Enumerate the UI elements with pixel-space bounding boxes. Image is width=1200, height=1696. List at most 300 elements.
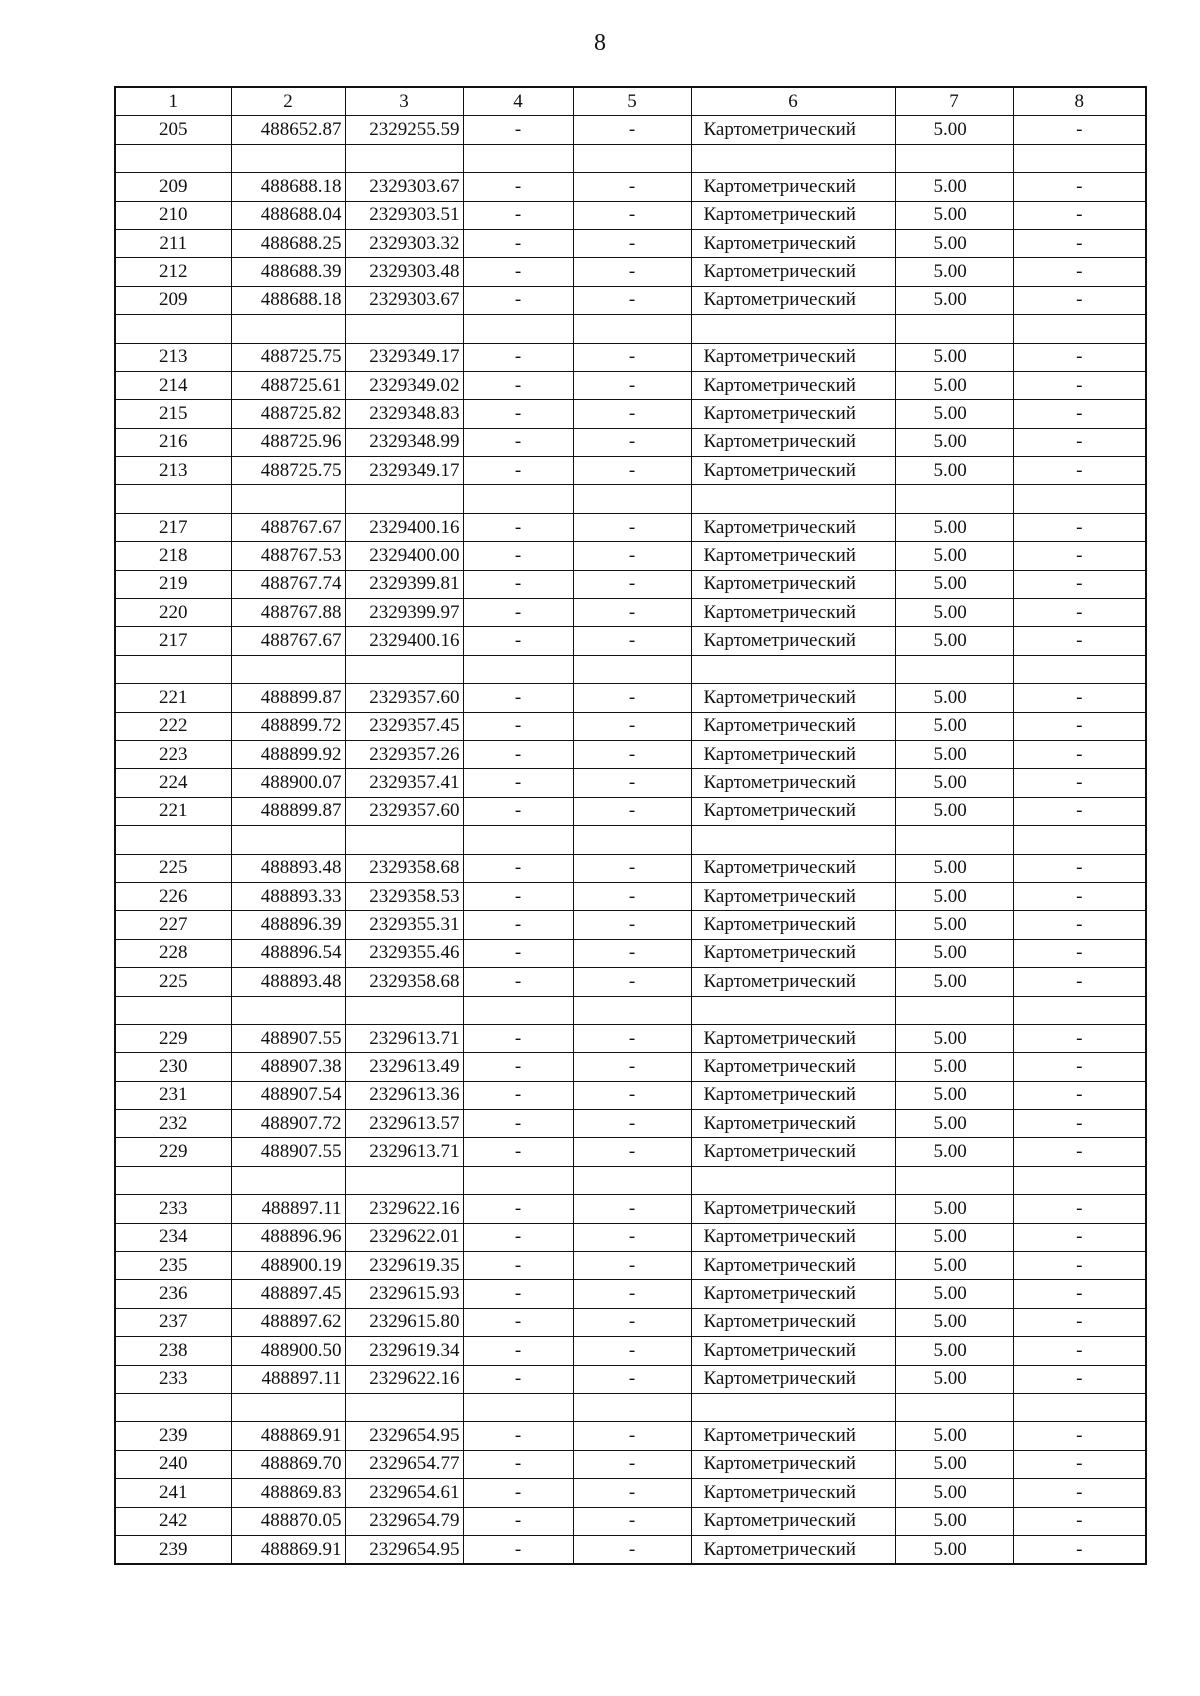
table-row [115,627,1146,655]
separator-row [115,655,1146,683]
column-8-cell: - [1013,1223,1146,1251]
column-8-cell: - [1013,1081,1146,1109]
column-4-cell: - [463,173,573,201]
point-number-cell: 216 [115,428,231,456]
column-5-cell: - [573,1337,691,1365]
table-row [115,1138,1146,1166]
column-8-cell: - [1013,1450,1146,1478]
column-4-cell: - [463,854,573,882]
accuracy-cell: 5.00 [895,1110,1013,1138]
column-5-cell: - [573,769,691,797]
y-coordinate-cell: 2329615.93 [345,1280,463,1308]
point-number-cell: 234 [115,1223,231,1251]
y-coordinate-cell: 2329357.41 [345,769,463,797]
x-coordinate-cell: 488907.55 [231,1024,345,1052]
column-4-cell: - [463,201,573,229]
x-coordinate-cell: 488900.07 [231,769,345,797]
accuracy-cell: 5.00 [895,939,1013,967]
x-coordinate-cell: 488767.53 [231,542,345,570]
y-coordinate-cell: 2329613.36 [345,1081,463,1109]
y-coordinate-cell [345,1166,463,1194]
y-coordinate-cell: 2329613.71 [345,1024,463,1052]
column-8-cell: - [1013,911,1146,939]
column-8-cell: - [1013,1365,1146,1393]
table-row [115,1081,1146,1109]
table-row [115,542,1146,570]
column-5-cell [573,144,691,172]
x-coordinate-cell: 488907.55 [231,1138,345,1166]
point-number-cell: 233 [115,1365,231,1393]
table-row [115,1507,1146,1535]
accuracy-cell: 5.00 [895,542,1013,570]
table-row [115,939,1146,967]
point-number-cell [115,485,231,513]
table-row [115,428,1146,456]
x-coordinate-cell: 488688.25 [231,229,345,257]
method-cell: Картометрический [691,939,895,967]
table-row [115,769,1146,797]
column-4-cell: - [463,1507,573,1535]
column-8-cell: - [1013,1053,1146,1081]
table-row [115,343,1146,371]
point-number-cell: 220 [115,599,231,627]
column-header: 6 [691,87,895,116]
column-8-cell: - [1013,939,1146,967]
point-number-cell [115,655,231,683]
x-coordinate-cell: 488688.18 [231,173,345,201]
y-coordinate-cell: 2329357.60 [345,684,463,712]
x-coordinate-cell: 488896.39 [231,911,345,939]
column-header: 4 [463,87,573,116]
y-coordinate-cell [345,315,463,343]
method-cell: Картометрический [691,968,895,996]
method-cell: Картометрический [691,428,895,456]
column-5-cell: - [573,797,691,825]
column-5-cell: - [573,513,691,541]
column-4-cell: - [463,1110,573,1138]
table-header-row [115,87,1146,116]
table-row [115,1195,1146,1223]
x-coordinate-cell: 488767.88 [231,599,345,627]
column-8-cell: - [1013,1280,1146,1308]
accuracy-cell: 5.00 [895,882,1013,910]
x-coordinate-cell [231,655,345,683]
method-cell: Картометрический [691,513,895,541]
table-row [115,1024,1146,1052]
table-row [115,1535,1146,1564]
accuracy-cell: 5.00 [895,428,1013,456]
x-coordinate-cell: 488725.96 [231,428,345,456]
x-coordinate-cell: 488869.70 [231,1450,345,1478]
table-row [115,1223,1146,1251]
table-row [115,1110,1146,1138]
x-coordinate-cell: 488896.54 [231,939,345,967]
column-8-cell: - [1013,1535,1146,1564]
accuracy-cell [895,996,1013,1024]
point-number-cell: 227 [115,911,231,939]
point-number-cell: 235 [115,1252,231,1280]
x-coordinate-cell: 488907.54 [231,1081,345,1109]
x-coordinate-cell: 488897.11 [231,1365,345,1393]
column-4-cell [463,1166,573,1194]
separator-row [115,485,1146,513]
column-4-cell: - [463,428,573,456]
column-8-cell: - [1013,854,1146,882]
column-8-cell: - [1013,400,1146,428]
y-coordinate-cell: 2329358.68 [345,854,463,882]
column-5-cell: - [573,882,691,910]
accuracy-cell: 5.00 [895,371,1013,399]
column-5-cell: - [573,371,691,399]
method-cell: Картометрический [691,1223,895,1251]
point-number-cell: 219 [115,570,231,598]
point-number-cell: 239 [115,1535,231,1564]
point-number-cell [115,315,231,343]
point-number-cell: 218 [115,542,231,570]
table-row [115,1450,1146,1478]
column-4-cell: - [463,627,573,655]
y-coordinate-cell: 2329357.26 [345,740,463,768]
method-cell [691,1393,895,1421]
column-5-cell: - [573,939,691,967]
column-8-cell: - [1013,740,1146,768]
column-header: 1 [115,87,231,116]
accuracy-cell [895,826,1013,854]
method-cell: Картометрический [691,1422,895,1450]
table-row [115,570,1146,598]
point-number-cell: 229 [115,1024,231,1052]
column-4-cell: - [463,1138,573,1166]
method-cell: Картометрический [691,286,895,314]
column-5-cell: - [573,258,691,286]
column-8-cell: - [1013,684,1146,712]
method-cell: Картометрический [691,684,895,712]
column-8-cell: - [1013,1024,1146,1052]
column-4-cell: - [463,740,573,768]
accuracy-cell: 5.00 [895,1450,1013,1478]
x-coordinate-cell: 488869.83 [231,1479,345,1507]
column-4-cell: - [463,911,573,939]
column-4-cell: - [463,400,573,428]
column-8-cell: - [1013,1422,1146,1450]
table-row [115,513,1146,541]
y-coordinate-cell [345,144,463,172]
column-header: 7 [895,87,1013,116]
point-number-cell: 233 [115,1195,231,1223]
method-cell [691,655,895,683]
y-coordinate-cell: 2329349.02 [345,371,463,399]
table-row [115,173,1146,201]
column-4-cell: - [463,1337,573,1365]
method-cell: Картометрический [691,854,895,882]
method-cell: Картометрический [691,797,895,825]
column-8-cell: - [1013,712,1146,740]
column-5-cell: - [573,1507,691,1535]
method-cell: Картометрический [691,570,895,598]
method-cell: Картометрический [691,627,895,655]
separator-row [115,1166,1146,1194]
method-cell [691,315,895,343]
table-row [115,116,1146,144]
accuracy-cell [895,485,1013,513]
accuracy-cell: 5.00 [895,712,1013,740]
method-cell: Картометрический [691,882,895,910]
method-cell [691,996,895,1024]
method-cell [691,826,895,854]
method-cell [691,485,895,513]
accuracy-cell [895,315,1013,343]
column-4-cell: - [463,286,573,314]
table-row [115,258,1146,286]
point-number-cell: 232 [115,1110,231,1138]
column-5-cell: - [573,627,691,655]
point-number-cell: 237 [115,1308,231,1336]
x-coordinate-cell: 488869.91 [231,1535,345,1564]
y-coordinate-cell: 2329654.61 [345,1479,463,1507]
x-coordinate-cell [231,826,345,854]
point-number-cell: 217 [115,627,231,655]
point-number-cell: 214 [115,371,231,399]
column-4-cell: - [463,457,573,485]
column-5-cell: - [573,542,691,570]
page-number: 8 [594,30,606,56]
column-4-cell: - [463,1479,573,1507]
x-coordinate-cell: 488767.67 [231,513,345,541]
table-row [115,599,1146,627]
accuracy-cell: 5.00 [895,1053,1013,1081]
column-5-cell [573,485,691,513]
table-row [115,911,1146,939]
point-number-cell [115,826,231,854]
accuracy-cell: 5.00 [895,286,1013,314]
column-8-cell: - [1013,428,1146,456]
y-coordinate-cell: 2329303.32 [345,229,463,257]
accuracy-cell: 5.00 [895,513,1013,541]
accuracy-cell: 5.00 [895,684,1013,712]
point-number-cell: 239 [115,1422,231,1450]
column-4-cell: - [463,968,573,996]
x-coordinate-cell: 488652.87 [231,116,345,144]
column-8-cell: - [1013,229,1146,257]
accuracy-cell: 5.00 [895,400,1013,428]
point-number-cell: 210 [115,201,231,229]
point-number-cell: 221 [115,797,231,825]
y-coordinate-cell: 2329400.16 [345,513,463,541]
column-8-cell: - [1013,769,1146,797]
table-row [115,684,1146,712]
table-row [115,1365,1146,1393]
x-coordinate-cell: 488725.75 [231,343,345,371]
x-coordinate-cell: 488899.87 [231,797,345,825]
x-coordinate-cell: 488688.04 [231,201,345,229]
accuracy-cell: 5.00 [895,201,1013,229]
x-coordinate-cell: 488900.19 [231,1252,345,1280]
column-4-cell: - [463,371,573,399]
y-coordinate-cell [345,996,463,1024]
table-row [115,882,1146,910]
column-5-cell: - [573,570,691,598]
method-cell: Картометрический [691,1252,895,1280]
column-5-cell: - [573,428,691,456]
accuracy-cell: 5.00 [895,1308,1013,1336]
accuracy-cell: 5.00 [895,1337,1013,1365]
point-number-cell: 222 [115,712,231,740]
y-coordinate-cell: 2329357.60 [345,797,463,825]
table-row [115,371,1146,399]
x-coordinate-cell: 488688.18 [231,286,345,314]
column-8-cell: - [1013,1252,1146,1280]
column-8-cell: - [1013,116,1146,144]
column-4-cell: - [463,258,573,286]
method-cell: Картометрический [691,740,895,768]
x-coordinate-cell: 488688.39 [231,258,345,286]
accuracy-cell: 5.00 [895,1280,1013,1308]
point-number-cell: 240 [115,1450,231,1478]
y-coordinate-cell: 2329619.34 [345,1337,463,1365]
y-coordinate-cell: 2329358.68 [345,968,463,996]
point-number-cell [115,996,231,1024]
column-8-cell: - [1013,797,1146,825]
method-cell: Картометрический [691,229,895,257]
method-cell: Картометрический [691,400,895,428]
table-row [115,201,1146,229]
accuracy-cell: 5.00 [895,570,1013,598]
column-8-cell: - [1013,968,1146,996]
column-5-cell: - [573,1280,691,1308]
x-coordinate-cell [231,1393,345,1421]
column-8-cell [1013,485,1146,513]
point-number-cell [115,1393,231,1421]
point-number-cell: 229 [115,1138,231,1166]
column-4-cell: - [463,599,573,627]
x-coordinate-cell: 488897.45 [231,1280,345,1308]
separator-row [115,315,1146,343]
table-row [115,457,1146,485]
column-5-cell: - [573,968,691,996]
x-coordinate-cell [231,144,345,172]
point-number-cell [115,144,231,172]
column-5-cell: - [573,1138,691,1166]
column-8-cell [1013,1393,1146,1421]
y-coordinate-cell: 2329349.17 [345,457,463,485]
accuracy-cell: 5.00 [895,457,1013,485]
column-8-cell: - [1013,1195,1146,1223]
y-coordinate-cell: 2329399.97 [345,599,463,627]
column-4-cell: - [463,116,573,144]
coordinates-table [114,86,1147,1565]
column-4-cell [463,826,573,854]
column-8-cell: - [1013,1337,1146,1365]
column-8-cell [1013,1166,1146,1194]
column-header: 5 [573,87,691,116]
accuracy-cell: 5.00 [895,1081,1013,1109]
y-coordinate-cell: 2329348.83 [345,400,463,428]
point-number-cell: 213 [115,457,231,485]
column-header: 2 [231,87,345,116]
y-coordinate-cell [345,485,463,513]
separator-row [115,1393,1146,1421]
method-cell: Картометрический [691,1337,895,1365]
y-coordinate-cell: 2329349.17 [345,343,463,371]
point-number-cell: 225 [115,968,231,996]
method-cell: Картометрический [691,258,895,286]
column-8-cell [1013,655,1146,683]
column-4-cell: - [463,769,573,797]
method-cell: Картометрический [691,1138,895,1166]
point-number-cell: 221 [115,684,231,712]
column-8-cell: - [1013,1308,1146,1336]
column-8-cell: - [1013,599,1146,627]
method-cell: Картометрический [691,1081,895,1109]
column-5-cell: - [573,911,691,939]
point-number-cell: 236 [115,1280,231,1308]
accuracy-cell: 5.00 [895,1535,1013,1564]
y-coordinate-cell [345,826,463,854]
y-coordinate-cell: 2329613.71 [345,1138,463,1166]
y-coordinate-cell: 2329355.31 [345,911,463,939]
table-row [115,968,1146,996]
point-number-cell: 231 [115,1081,231,1109]
table-row [115,229,1146,257]
column-5-cell: - [573,343,691,371]
column-4-cell: - [463,1450,573,1478]
column-8-cell [1013,315,1146,343]
y-coordinate-cell: 2329654.77 [345,1450,463,1478]
column-4-cell [463,1393,573,1421]
column-4-cell: - [463,1053,573,1081]
table-row [115,286,1146,314]
column-5-cell: - [573,1422,691,1450]
column-4-cell: - [463,1308,573,1336]
x-coordinate-cell: 488893.33 [231,882,345,910]
column-4-cell [463,315,573,343]
separator-row [115,996,1146,1024]
column-8-cell: - [1013,343,1146,371]
x-coordinate-cell: 488899.92 [231,740,345,768]
x-coordinate-cell: 488725.61 [231,371,345,399]
column-5-cell: - [573,854,691,882]
method-cell: Картометрический [691,911,895,939]
y-coordinate-cell: 2329303.48 [345,258,463,286]
point-number-cell: 209 [115,173,231,201]
y-coordinate-cell: 2329619.35 [345,1252,463,1280]
column-8-cell: - [1013,173,1146,201]
column-8-cell: - [1013,1507,1146,1535]
x-coordinate-cell: 488725.82 [231,400,345,428]
x-coordinate-cell: 488896.96 [231,1223,345,1251]
accuracy-cell: 5.00 [895,911,1013,939]
column-4-cell: - [463,939,573,967]
y-coordinate-cell: 2329613.57 [345,1110,463,1138]
accuracy-cell: 5.00 [895,1252,1013,1280]
y-coordinate-cell: 2329399.81 [345,570,463,598]
method-cell [691,1166,895,1194]
accuracy-cell: 5.00 [895,1365,1013,1393]
accuracy-cell: 5.00 [895,1479,1013,1507]
x-coordinate-cell: 488897.62 [231,1308,345,1336]
column-5-cell: - [573,116,691,144]
x-coordinate-cell: 488900.50 [231,1337,345,1365]
accuracy-cell [895,1393,1013,1421]
y-coordinate-cell: 2329622.01 [345,1223,463,1251]
x-coordinate-cell: 488893.48 [231,854,345,882]
column-5-cell: - [573,1479,691,1507]
accuracy-cell: 5.00 [895,1507,1013,1535]
accuracy-cell: 5.00 [895,769,1013,797]
y-coordinate-cell: 2329622.16 [345,1195,463,1223]
method-cell: Картометрический [691,1110,895,1138]
y-coordinate-cell: 2329303.67 [345,173,463,201]
